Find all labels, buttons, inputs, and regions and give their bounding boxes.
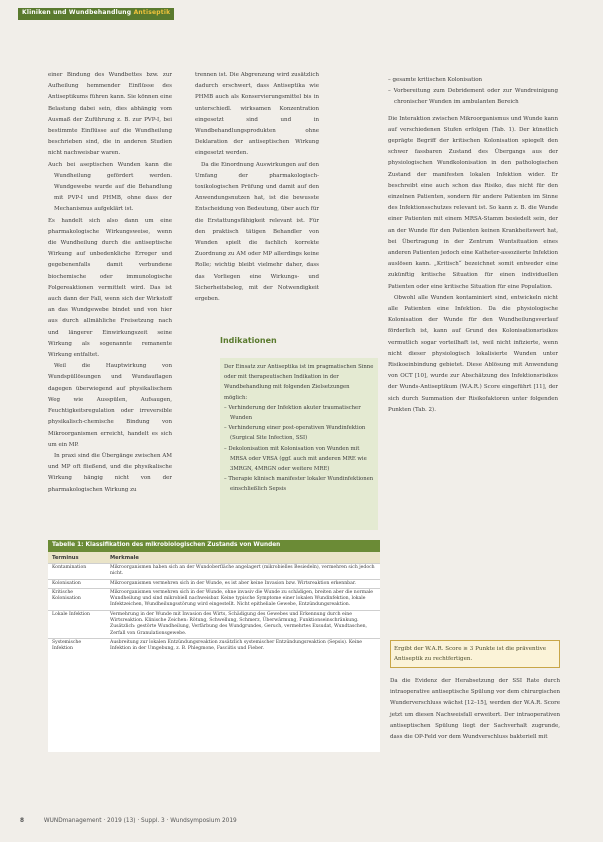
section-heading-indikationen: Indikationen bbox=[220, 336, 277, 345]
cell-features: Vermehrung in der Wunde mit Invasion des Wirts, Schädigung des Gewebes und Erkennung durch eine Wirtsreaktion. Klinische Zeichen: Rötung, Schwellung, Schmerz, Überwärmung, Funktionseinschränkung. Zusätzlich: gestörte Wundheilung, Verfärbung des Wundgrundes, Geruch, vermehrtes Exsudat, Wundtaschen, Zerfall von Granulationsgewebe. bbox=[110, 611, 368, 636]
column-3 bbox=[388, 75, 558, 416]
cell-features: Mikroorganismen vermehren sich in der Wunde, ohne invasiv die Wunde zu schädigen, breiten aber die normale Wundheilung und sind mikrobiell nachweisbar. Keine typische Symptome einer lokalen Wundinfektion, lokale Infektzeichen, Wundheilungsstörung wird eingestellt. Nicht epitheliale Gewebe, Entzündungsreaktion. bbox=[110, 589, 374, 608]
indication-item: – Verhinderung der Infektion akuter traumatischer Wunden bbox=[224, 404, 361, 422]
cell-term: Lokale Infektion bbox=[52, 611, 91, 617]
paragraph: Auch bei aseptischen Wunden kann die Wundheilung gefördert werden. Wundgewebe wurde auf die Behandlung mit PVP-I und PHMB, ohne dass der Mechanismus aufgeklärt ist. bbox=[48, 161, 172, 213]
table-header-row bbox=[48, 552, 380, 563]
table-row bbox=[48, 579, 380, 588]
paragraph: Obwohl alle Wunden kontaminiert sind, entwickeln nicht alle Patienten eine Infektion. Da die physiologische Kolonisation der Wunde für den Wundheilungsverlauf förderlich ist, kann auf Grund des Kolonisationsrisikos vermutlich sogar vorteilhaft ist, weil nicht infizierte, wenn nicht dieser physiologisch lokalisierte Wunden unter Risikoeinbindung gebietet. Diese Ablösung mit Anwendung von OCT [10], wurde zur Abschätzung des Infektionsrisikos der Wunds-Antiseptikum (W.A.R.) Score eingeführt [11], der sich durch Summation der Risikofaktoren unter folgenden Punkten (Tab. 2). bbox=[388, 294, 558, 413]
column-1 bbox=[48, 70, 172, 496]
cell-features: Mikroorganismen vermehren sich in der Wunde, es ist aber keine Invasion bzw. Wirtsreaktion erkennbar. bbox=[110, 580, 356, 586]
column-header-term: Terminus bbox=[52, 554, 79, 561]
cell-term: Kontamination bbox=[52, 565, 87, 570]
table-1 bbox=[48, 540, 380, 752]
paragraph: Weil die Hauptwirkung von Wundspüllösungen und Wundauflagen dagegen überwiegend auf physikalischem Weg wie Ausspülen, Aufsaugen, Feuchtigkeitsregulation oder irreversible physikalisch-chemische Bindung von Mikroorganismen erreicht, handelt es sich um ein MP. bbox=[48, 363, 172, 448]
cell-term: Kolonisation bbox=[52, 580, 81, 586]
list-item: – Vorbereitung zum Debridement oder zur Wundreinigung chronischer Wunden im ambulanten Bereich bbox=[388, 88, 558, 106]
column-3-continued bbox=[390, 676, 560, 743]
indication-item: – Dekolonisation mit Kolonisation von Wunden mit MRSA oder VRSA (ggf. auch mit anderen MRE wie 3MRGN, 4MRGN oder weitere MRE) bbox=[224, 445, 367, 473]
page-number: 8 bbox=[20, 818, 25, 824]
table-row bbox=[48, 563, 380, 579]
indications-intro: Der Einsatz zur Antiseptika ist im pragmatischen Sinne oder mit therapeutischen Indikation in der Wundbehandlung mit folgenden Zielsetzungen möglich: bbox=[224, 364, 374, 401]
paragraph: In praxi sind die Übergänge zwischen AM und MP oft fließend, und die physikalische Wirkung hängig nicht von der pharmakologischen Wirkung zu bbox=[48, 452, 172, 493]
cell-features: Ausbreitung zur lokalen Entzündungsreaktion zusätzlich systemischer Entzündungsreaktion (Sepsis). Keine Infektion in der Umgebung, z. B. Phlegmone, Fasciitis und Fieber. bbox=[110, 639, 362, 652]
column-header-features: Merkmale bbox=[110, 554, 139, 561]
paragraph: Da die Einordnung Auswirkungen auf den Umfang der pharmakologisch-toxikologischen Prüfung und damit auf den Anwendungsnutzen hat, ist die bewusste Entscheidung von Bedeutung, über auch für die Erstattungsfähigkeit relevant ist. Für den praktisch tätigen Behandler von Wunden spielt die fachlich korrekte Zuordnung zu AM oder MP allerdings keine Rolle; wichtig bleibt vielmehr daher, dass das Vorliegen eine Wirkungs- und Sicherheitsbeleg, mit der Notwendigkeit ergeben. bbox=[195, 161, 319, 303]
header-section: Kliniken und Wundbehandlung bbox=[22, 9, 132, 16]
indications-box bbox=[220, 358, 378, 530]
header-topic: Antiseptik bbox=[133, 9, 171, 16]
highlight-box: Ergibt der W.A.R. Score ≥ 3 Punkte ist die präventive Antiseptik zu rechtfertigen. bbox=[390, 640, 560, 668]
paragraph: einer Bindung des Wundbettes bzw. zur Aufheilung hemmender Einflüsse des Antiseptikums führen kann. Sie können eine Belastung dabei sein, dies abhängig vom Ausmaß der Zuführung z. B. zur PVP-I, bei bestimmte Einflüsse auf die Wundheilung beschrieben sind, die in anderen Studien nicht nachweisbar waren. bbox=[48, 72, 172, 157]
cell-term: Systemische Infektion bbox=[52, 639, 82, 652]
list-item: – gesamte kritischen Kolonisation bbox=[388, 77, 483, 83]
running-header bbox=[18, 8, 582, 20]
table-row bbox=[48, 588, 380, 610]
cell-term: Kritische Kolonisation bbox=[52, 589, 81, 602]
page-footer bbox=[20, 818, 237, 824]
cell-features: Mikroorganismen haben sich an der Wundoberfläche angelagert (mikrobielles Besiedeln), vermehren sich jedoch nicht. bbox=[110, 565, 375, 577]
paragraph: Da die Evidenz der Herabsetzung der SSI Rate durch intraoperative antiseptische Spülung vor dem chirurgischen Wunderverschluss wächst [12–15], werden der W.A.R. Score jetzt um diesen Nachweisfall erweitert. Der intraoperativen antiseptischen Spülung liegt der Sachverhalt zugrunde, dass die OP-Feld vor dem Wundverschluss bakteriell mit bbox=[390, 678, 560, 741]
paragraph: trennen ist. Die Abgrenzung wird zusätzlich dadurch erschwert, dass Antiseptika wie PHMB auch als Konservierungsmittel bis in unterschiedl. wirksamen Konzentration eingesetzt sind und in Wundbehandlungsprodukten ohne Deklaration der antiseptischen Wirkung eingesetzt werden. bbox=[195, 72, 319, 157]
indication-item: – Therapie klinisch manifester lokaler Wundinfektionen einschließlich Sepsis bbox=[224, 476, 374, 493]
indication-item: – Verhinderung einer post-operativen Wundinfektion (Surgical Site Infection, SSI) bbox=[224, 425, 366, 442]
column-2 bbox=[195, 70, 319, 305]
table-title: Tabelle 1: Klassifikation des mikrobiologischen Zustands von Wunden bbox=[48, 540, 380, 552]
paragraph: Die Interaktion zwischen Mikroorganismus und Wunde kann auf verschiedenen Stufen erfolgen (Tab. 1). Der künstlich geprägte Begriff der kritischen Kolonisation spiegelt den schwer fassbaren Zustand des Übergangs aus der physiologischen Wundkolonisation in den pathologischen Zustand der manifesten lokalen Infektion wider. Er beschreibt eine auch schon das Risiko, das nicht für den einzelnen Patienten, sondern für andere Patienten im Sinne des Infektionsschutzes relevant ist. So kann z. B. die Wunde einer Patienten mit einem MRSA-Stamm besiedelt sein, der an der Wunde für den Patienten keinen Krankheitswert hat, bei Übertragung in der Zentrum Wuntsituation eines anderen Patienten jedoch eine Katheter-assoziierte Infektion auslösen kann. „Kritisch“ bezeichnet somit entweder eine zukünftig kritische Situation für einen individuellen Patienten oder eine kritische Situation für eine Population. bbox=[388, 115, 559, 290]
paragraph: Es handelt sich also dann um eine pharmakologische Wirkungsweise, wenn die Wundheilung durch die antiseptische Wirkung auf unbedenkliche Erreger und gegebenenfalls damit verbundene biochemische oder immunologische Folgereaktionen vermittelt wird. Das ist auch dann der Fall, wenn sich der Wirkstoff an das Wundgewebe bindet und von hier aus durch allmähliche Freisetzung nach und längerer Einwirkungszeit seine Wirkung als sogenannte remanente Wirkung entfaltet. bbox=[48, 217, 172, 359]
journal-citation: WUNDmanagement · 2019 (13) · Suppl. 3 · Wundsymposium 2019 bbox=[43, 818, 237, 824]
table-row bbox=[48, 610, 380, 638]
table-row bbox=[48, 638, 380, 654]
